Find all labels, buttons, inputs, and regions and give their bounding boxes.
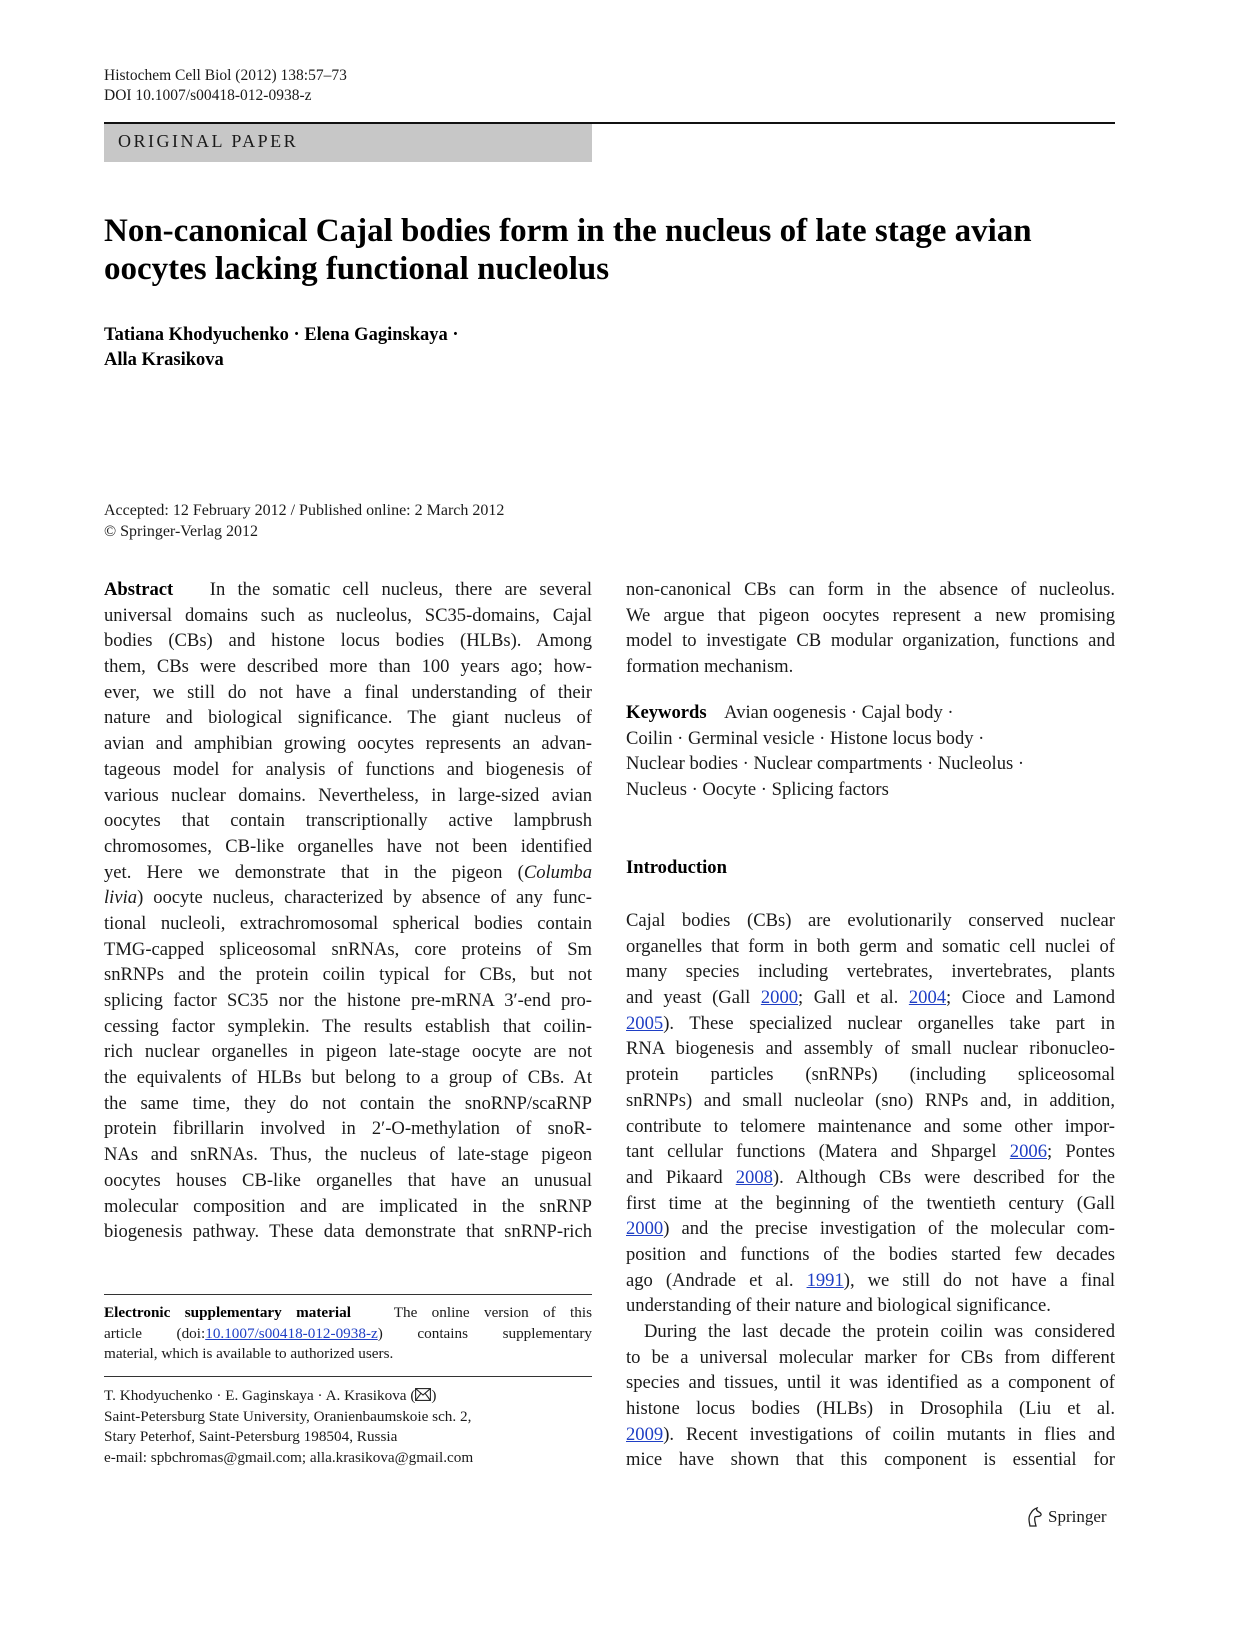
abstract-line: oocytes that contain transcriptionally active lampbrush [104, 810, 592, 832]
abstract-line: cessing factor symplekin. The results establish that coilin- [104, 1015, 592, 1037]
introduction-body [626, 908, 1115, 1473]
author-affiliation: T. Khodyuchenko · E. Gaginskaya · A. Krasikova ( ) Saint-Petersburg State University, Oranienbaumskoie sch. 2, Stary Peterhof, Saint-Petersburg 198504, Russia e-mail: spbchromas@gmail.com; alla.krasikova@gmail.com [104, 1386, 592, 1468]
abstract-line: biogenesis pathway. These data demonstrate that snRNP-rich [104, 1221, 592, 1243]
introduction-line: to be a universal molecular marker for CBs from different [626, 1346, 1115, 1368]
introduction-heading: Introduction [626, 857, 727, 878]
citation-link[interactable]: 2000 [626, 1218, 664, 1240]
abstract-line: ever, we still do not have a final understanding of their [104, 681, 592, 703]
introduction-line: During the last decade the protein coilin was considered [644, 1321, 1115, 1342]
esm-heading: Electronic supplementary material [104, 1304, 351, 1321]
citation-link[interactable]: 2009 [626, 1423, 664, 1445]
introduction-line: and yeast (Gall 2000; Gall et al. 2004; Cioce and Lamond [626, 987, 1115, 1009]
keywords [626, 700, 1115, 803]
abstract-line: oocytes houses CB-like organelles that have an unusual [104, 1169, 592, 1191]
introduction-line: mice have shown that this component is essential for [626, 1449, 1115, 1471]
introduction-line: ago (Andrade et al. 1991), we still do not have a final [626, 1269, 1115, 1291]
keywords-line: Nuclear bodies · Nuclear compartments · Nucleolus · [626, 753, 1025, 775]
doi-line: DOI 10.1007/s00418-012-0938-z [104, 87, 312, 104]
abstract-line: various nuclear domains. Nevertheless, in large-sized avian [104, 784, 592, 806]
abstract-line: tional nucleoli, extrachromosomal spherical bodies contain [104, 912, 592, 934]
section-label-bar [104, 124, 592, 162]
abstract-line: Abstract In the somatic cell nucleus, there are several [104, 579, 592, 600]
citation-link[interactable]: 1991 [806, 1269, 844, 1291]
abstract-continued [626, 577, 1115, 680]
section-label: ORIGINAL PAPER [118, 131, 299, 151]
email-line: e-mail: spbchromas@gmail.com; alla.krasikova@gmail.com [104, 1448, 474, 1466]
springer-horse-icon [1024, 1506, 1044, 1528]
citation-link[interactable]: 2006 [1009, 1141, 1047, 1163]
journal-volume-line: Histochem Cell Biol (2012) 138:57–73 [104, 67, 347, 84]
introduction-line: 2009). Recent investigations of coilin mutants in flies and [626, 1423, 1115, 1445]
doi-link[interactable]: 10.1007/s00418-012-0938-z [205, 1324, 378, 1342]
abstract-line: protein fibrillarin involved in 2′-O-methylation of snoR- [104, 1118, 592, 1140]
introduction-line: tant cellular functions (Matera and Shpargel 2006; Pontes [626, 1141, 1115, 1163]
keywords-line: Nucleus · Oocyte · Splicing factors [626, 779, 889, 801]
introduction-line: first time at the beginning of the twentieth century (Gall [626, 1192, 1115, 1214]
introduction-line: organelles that form in both germ and somatic cell nuclei of [626, 935, 1115, 957]
footnote-rule [104, 1294, 592, 1295]
introduction-line: Cajal bodies (CBs) are evolutionarily conserved nuclear [626, 910, 1115, 931]
keywords-heading: Keywords [626, 702, 707, 723]
journal-citation [104, 66, 347, 106]
keywords-line: Coilin · Germinal vesicle · Histone locus body · [626, 727, 985, 749]
abstract-line: TMG-capped spliceosomal snRNAs, core proteins of Sm [104, 938, 592, 960]
abstract-line: livia) oocyte nucleus, characterized by absence of any func- [104, 887, 592, 909]
introduction-line: RNA biogenesis and assembly of small nuclear ribonucleo- [626, 1038, 1115, 1060]
abstract-line: chromosomes, CB-like organelles have not been identified [104, 835, 592, 857]
abstract-line: formation mechanism. [626, 656, 794, 678]
abstract-line: nature and biological significance. The giant nucleus of [104, 707, 592, 729]
abstract-line: splicing factor SC35 nor the histone pre-mRNA 3′-end pro- [104, 990, 592, 1011]
citation-link[interactable]: 2004 [908, 987, 947, 1009]
abstract-line: the equivalents of HLBs but belong to a group of CBs. At [104, 1067, 592, 1089]
abstract-line: model to investigate CB modular organization, functions and [626, 630, 1115, 652]
abstract-line: NAs and snRNAs. Thus, the nucleus of late-stage pigeon [104, 1144, 592, 1166]
introduction-line: species and tissues, until it was identified as a component of [626, 1372, 1115, 1394]
abstract-line: We argue that pigeon oocytes represent a new promising [626, 604, 1115, 626]
abstract [104, 577, 592, 1245]
abstract-heading: Abstract [104, 579, 174, 600]
introduction-line: and Pikaard 2008). Although CBs were described for the [626, 1166, 1115, 1188]
introduction-line: contribute to telomere maintenance and some other impor- [626, 1115, 1115, 1137]
author-list: Tatiana Khodyuchenko · Elena Gaginskaya · Alla Krasikova [104, 325, 459, 370]
abstract-line: universal domains such as nucleolus, SC35-domains, Cajal [104, 604, 592, 626]
abstract-line: yet. Here we demonstrate that in the pigeon (Columba [104, 861, 592, 883]
abstract-line: non-canonical CBs can form in the absence of nucleolus. [626, 579, 1115, 600]
citation-link[interactable]: 2000 [760, 987, 799, 1009]
citation-link[interactable]: 2008 [735, 1166, 773, 1188]
article-title: Non-canonical Cajal bodies form in the nucleus of late stage avian oocytes lacking functional nucleolus [104, 213, 1032, 287]
publisher-name: Springer [1048, 1507, 1107, 1526]
introduction-line: position and functions of the bodies started few decades [626, 1243, 1115, 1265]
abstract-line: them, CBs were described more than 100 years ago; how- [104, 656, 592, 678]
keywords-line: Keywords Avian oogenesis · Cajal body · [626, 702, 954, 723]
introduction-line: many species including vertebrates, invertebrates, plants [626, 961, 1115, 983]
footnote-rule [104, 1376, 592, 1377]
abstract-line: snRNPs and the protein coilin typical for CBs, but not [104, 964, 592, 986]
species-name: Columba [523, 861, 592, 883]
envelope-icon [415, 1388, 431, 1401]
introduction-line: histone locus bodies (HLBs) in Drosophila (Liu et al. [626, 1398, 1115, 1420]
citation-link[interactable]: 2005 [626, 1012, 664, 1034]
publisher-logo [1024, 1506, 1107, 1528]
abstract-line: avian and amphibian growing oocytes represents an advan- [104, 733, 592, 755]
abstract-line: molecular composition and are implicated in the snRNP [104, 1195, 592, 1217]
abstract-line: bodies (CBs) and histone locus bodies (HLBs). Among [104, 630, 592, 652]
introduction-line: understanding of their nature and biological significance. [626, 1295, 1051, 1317]
introduction-line: snRNPs) and small nucleolar (sno) RNPs and, in addition, [626, 1089, 1115, 1111]
introduction-line: 2000) and the precise investigation of the molecular com- [626, 1218, 1115, 1240]
species-name: livia [104, 887, 138, 909]
abstract-line: the same time, they do not contain the snoRNP/scaRNP [104, 1092, 592, 1114]
abstract-line: tageous model for analysis of functions and biogenesis of [104, 758, 592, 780]
abstract-line: rich nuclear organelles in pigeon late-stage oocyte are not [104, 1041, 592, 1063]
publication-dates: Accepted: 12 February 2012 / Published online: 2 March 2012 © Springer-Verlag 2012 [104, 502, 505, 540]
introduction-line: 2005). These specialized nuclear organelles take part in [626, 1012, 1115, 1034]
introduction-line: protein particles (snRNPs) (including spliceosomal [626, 1064, 1115, 1086]
supplementary-material-note: Electronic supplementary material The online version of this article (doi:10.1007/s00418-012-0938-z) contains supplementary material, which is available to authorized users. [104, 1304, 592, 1362]
